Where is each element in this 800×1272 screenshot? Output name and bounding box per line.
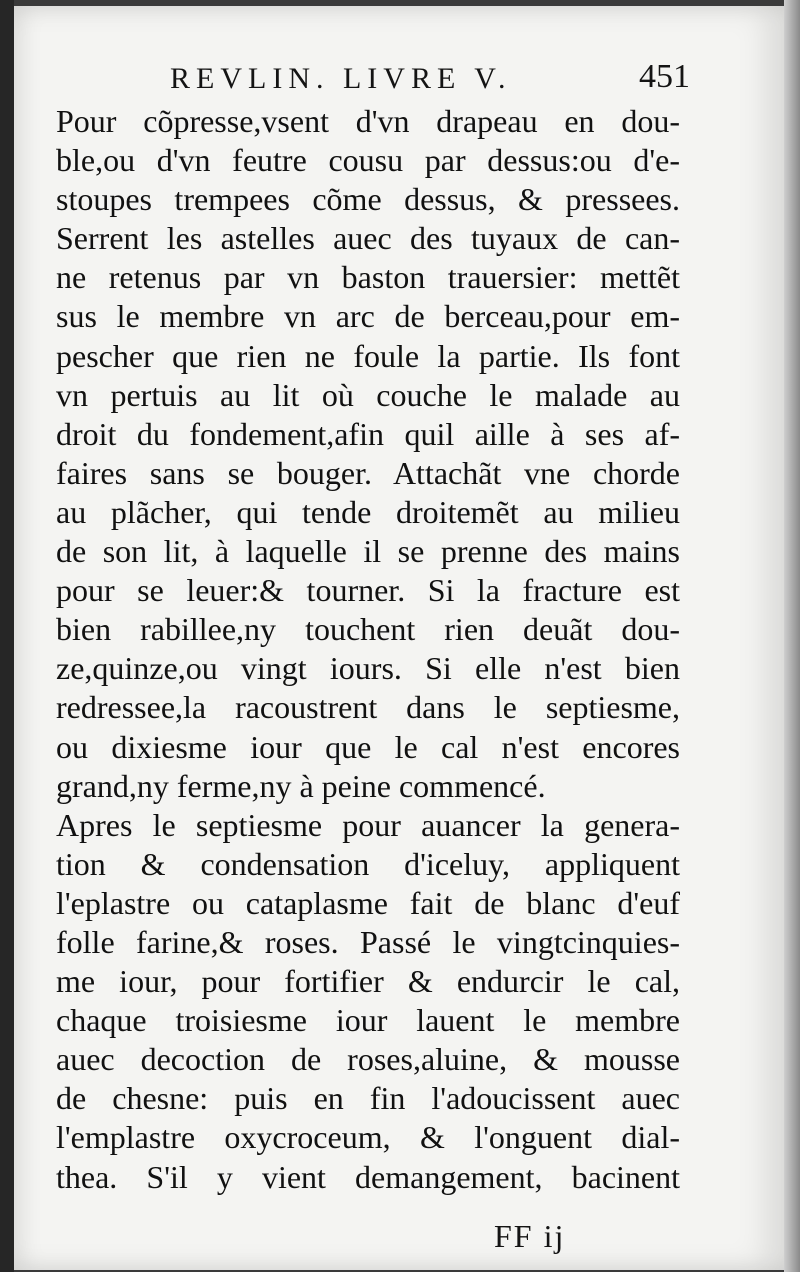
running-head: REVLIN. LIVRE V. xyxy=(170,62,512,95)
text-line: auec decoction de roses,aluine, & mousse xyxy=(56,1041,680,1078)
text-line: Pour cõpresse,vsent d'vn drapeau en dou- xyxy=(56,103,680,139)
text-line: sus le membre vn arc de berceau,pour em- xyxy=(56,298,680,335)
text-line: chaque troisiesme iour lauent le membre xyxy=(56,1002,680,1039)
text-line: Serrent les astelles auec des tuyaux de can- xyxy=(56,220,680,257)
text-line: folle farine,& roses. Passé le vingtcinquies- xyxy=(56,923,680,960)
signature-mark: FF ij xyxy=(494,1218,566,1254)
text-line: ne retenus par vn baston trauersier: mettẽt xyxy=(56,259,680,296)
text-line: de son lit, à laquelle il se prenne des mains xyxy=(56,533,680,570)
text-line: pescher que rien ne foule la partie. Ils font xyxy=(56,337,680,374)
page-left-shadow xyxy=(0,0,14,1272)
text-line: droit du fondement,afin quil aille à ses af- xyxy=(56,415,680,452)
text-line: stoupes trempees cõme dessus, & pressees. xyxy=(56,181,680,218)
text-line: pour se leuer:& tourner. Si la fracture est xyxy=(56,572,680,609)
text-line: l'eplastre ou cataplasme fait de blanc d'euf xyxy=(56,884,680,921)
page-right-edge xyxy=(784,0,800,1272)
text-line: vn pertuis au lit où couche le malade au xyxy=(56,376,680,413)
text-line: ble,ou d'vn feutre cousu par dessus:ou d'e- xyxy=(56,142,680,179)
text-line: grand,ny ferme,ny à peine commencé. xyxy=(56,767,546,804)
text-line: ze,quinze,ou vingt iours. Si elle n'est bien xyxy=(56,650,680,687)
text-line: bien rabillee,ny touchent rien deuãt dou- xyxy=(56,611,680,648)
text-line: me iour, pour fortifier & endurcir le cal, xyxy=(56,963,680,1000)
text-line: faires sans se bouger. Attachãt vne chorde xyxy=(56,454,680,491)
text-line: thea. S'il y vient demangement, bacinent xyxy=(56,1158,680,1195)
text-line: ou dixiesme iour que le cal n'est encores xyxy=(56,728,680,765)
text-line: redressee,la racoustrent dans le septiesme, xyxy=(56,689,680,726)
text-line: de chesne: puis en fin l'adoucissent auec xyxy=(56,1080,680,1117)
page-number: 451 xyxy=(639,58,690,95)
text-line: l'emplastre oxycroceum, & l'onguent dial- xyxy=(56,1119,680,1156)
text-line: tion & condensation d'iceluy, appliquent xyxy=(56,845,680,882)
text-line: au plãcher, qui tende droitemẽt au milieu xyxy=(56,493,680,530)
text-line: Apres le septiesme pour auancer la genera- xyxy=(56,806,680,843)
page-header xyxy=(170,58,690,102)
body-text xyxy=(56,102,680,1197)
